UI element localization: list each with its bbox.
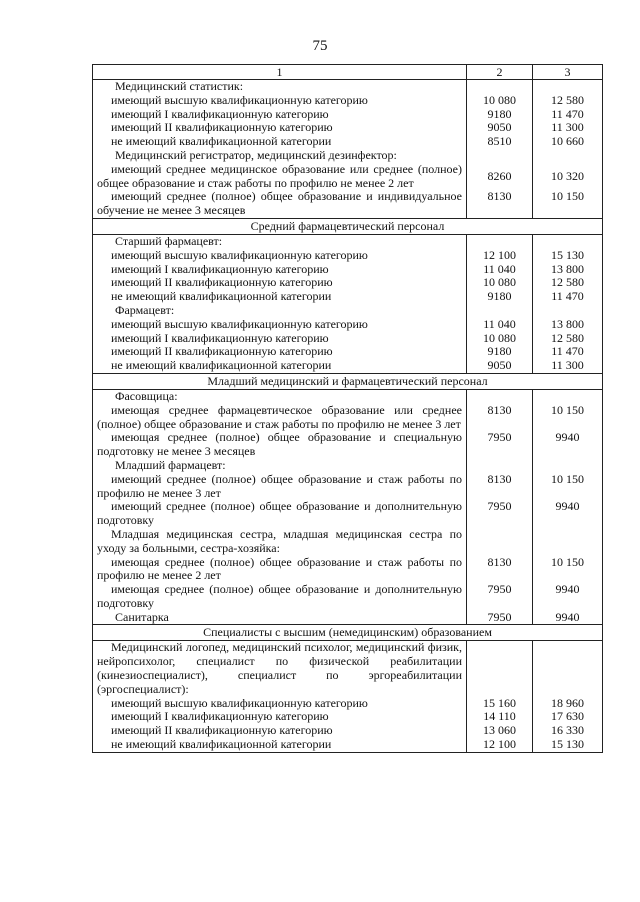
section-title: Средний фармацевтический персонал <box>93 218 603 234</box>
salary-value: 10 150 <box>533 190 603 218</box>
group-title: Медицинский регистратор, медицинский дезинфектор: <box>93 149 467 163</box>
group-title-row <box>93 234 603 248</box>
table-row <box>93 249 603 263</box>
salary-value: 18 960 <box>533 697 603 711</box>
row-label: имеющий I квалификационную категорию <box>93 108 467 122</box>
salary-value: 13 800 <box>533 263 603 277</box>
row-label: имеющий среднее медицинское образование или среднее (полное) общее образование и стаж работы по профилю не менее 2 лет <box>93 163 467 191</box>
salary-value: 13 800 <box>533 318 603 332</box>
table-row <box>93 121 603 135</box>
rate-value: 15 160 <box>467 697 533 711</box>
row-label: имеющая среднее фармацевтическое образование или среднее (полное) общее образование и стаж работы по профилю не менее 3 лет <box>93 404 467 432</box>
rate-value: 9050 <box>467 359 533 373</box>
rate-value: 7950 <box>467 431 533 459</box>
table-row <box>93 710 603 724</box>
salary-value: 10 660 <box>533 135 603 149</box>
group-title-row <box>93 80 603 94</box>
group-title: Медицинский статистик: <box>93 80 467 94</box>
table-row <box>93 190 603 218</box>
rate-value: 8130 <box>467 556 533 584</box>
row-label: имеющая среднее (полное) общее образование и стаж работы по профилю не менее 2 лет <box>93 556 467 584</box>
row-label: не имеющий квалификационной категории <box>93 135 467 149</box>
row-label: имеющий II квалификационную категорию <box>93 345 467 359</box>
table-row <box>93 108 603 122</box>
rate-value: 12 100 <box>467 249 533 263</box>
salary-value: 15 130 <box>533 738 603 752</box>
rate-value: 8130 <box>467 473 533 501</box>
rate-value: 9180 <box>467 290 533 304</box>
table-row <box>93 583 603 611</box>
group-title: Медицинский логопед, медицинский психолог, медицинский физик, нейропсихолог, специалист по физической реабилитации (кинезиоспециалист), специалист по эргореабилитации (эргоспециалист): <box>93 641 467 697</box>
salary-table <box>92 64 602 753</box>
group-title: Младшая медицинская сестра, младшая медицинская сестра по уходу за больными, сестра-хозяйка: <box>93 528 467 556</box>
row-label: не имеющий квалификационной категории <box>93 359 467 373</box>
row-label: имеющий среднее (полное) общее образование и дополнительную подготовку <box>93 500 467 528</box>
section-title: Специалисты с высшим (немедицинским) образованием <box>93 625 603 641</box>
section-title-row <box>93 373 603 389</box>
group-title: Младший фармацевт: <box>93 459 467 473</box>
table-row <box>93 135 603 149</box>
row-label: имеющий I квалификационную категорию <box>93 332 467 346</box>
table-row <box>93 404 603 432</box>
section-title-row <box>93 625 603 641</box>
salary-value: 10 150 <box>533 556 603 584</box>
row-label: имеющий I квалификационную категорию <box>93 263 467 277</box>
rate-value: 10 080 <box>467 332 533 346</box>
rate-value: 7950 <box>467 611 533 625</box>
row-label: имеющая среднее (полное) общее образование и дополнительную подготовку <box>93 583 467 611</box>
rate-value: 14 110 <box>467 710 533 724</box>
rate-value: 10 080 <box>467 94 533 108</box>
row-label: имеющий II квалификационную категорию <box>93 724 467 738</box>
salary-value: 11 470 <box>533 108 603 122</box>
salary-value: 12 580 <box>533 276 603 290</box>
salary-value: 10 150 <box>533 404 603 432</box>
row-label: имеющий среднее (полное) общее образование и индивидуальное обучение не менее 3 месяцев <box>93 190 467 218</box>
table-row <box>93 431 603 459</box>
group-title-row <box>93 304 603 318</box>
table-row <box>93 345 603 359</box>
rate-value: 12 100 <box>467 738 533 752</box>
rate-value: 10 080 <box>467 276 533 290</box>
rate-value: 7950 <box>467 583 533 611</box>
table-row <box>93 738 603 752</box>
table-row <box>93 359 603 373</box>
table-row <box>93 473 603 501</box>
row-label: имеющий I квалификационную категорию <box>93 710 467 724</box>
row-label: имеющий высшую квалификационную категорию <box>93 94 467 108</box>
salary-value: 11 470 <box>533 290 603 304</box>
group-title-row <box>93 389 603 403</box>
rate-value: 8130 <box>467 190 533 218</box>
page-number: 75 <box>312 38 328 54</box>
rate-value: 9180 <box>467 345 533 359</box>
table-row <box>93 332 603 346</box>
group-title: Фармацевт: <box>93 304 467 318</box>
table-row <box>93 318 603 332</box>
rate-value: 8130 <box>467 404 533 432</box>
group-title-row <box>93 528 603 556</box>
row-label: не имеющий квалификационной категории <box>93 290 467 304</box>
table-header-row <box>93 65 603 80</box>
group-title: Фасовщица: <box>93 389 467 403</box>
row-label: Санитарка <box>93 611 467 625</box>
rate-value: 13 060 <box>467 724 533 738</box>
group-title: Старший фармацевт: <box>93 234 467 248</box>
header-col-2: 2 <box>467 65 533 80</box>
row-label: имеющая среднее (полное) общее образование и специальную подготовку не менее 3 месяцев <box>93 431 467 459</box>
salary-value: 11 300 <box>533 121 603 135</box>
salary-value: 9940 <box>533 611 603 625</box>
rate-value: 8260 <box>467 163 533 191</box>
rate-value: 11 040 <box>467 263 533 277</box>
table-row <box>93 697 603 711</box>
salary-value: 9940 <box>533 583 603 611</box>
salary-value: 12 580 <box>533 332 603 346</box>
group-title-row <box>93 149 603 163</box>
table-row <box>93 611 603 625</box>
rate-value: 9050 <box>467 121 533 135</box>
row-label: имеющий II квалификационную категорию <box>93 121 467 135</box>
salary-value: 11 470 <box>533 345 603 359</box>
salary-value: 10 320 <box>533 163 603 191</box>
rate-value: 9180 <box>467 108 533 122</box>
table-row <box>93 500 603 528</box>
rate-value: 7950 <box>467 500 533 528</box>
section-title: Младший медицинский и фармацевтический персонал <box>93 373 603 389</box>
salary-value: 9940 <box>533 500 603 528</box>
salary-value: 11 300 <box>533 359 603 373</box>
table-row <box>93 724 603 738</box>
row-label: имеющий II квалификационную категорию <box>93 276 467 290</box>
row-label: имеющий высшую квалификационную категорию <box>93 318 467 332</box>
group-title-row <box>93 641 603 697</box>
salary-value: 9940 <box>533 431 603 459</box>
header-col-1: 1 <box>93 65 467 80</box>
row-label: имеющий высшую квалификационную категорию <box>93 697 467 711</box>
row-label: имеющий высшую квалификационную категорию <box>93 249 467 263</box>
row-label: не имеющий квалификационной категории <box>93 738 467 752</box>
section-title-row <box>93 218 603 234</box>
table-row <box>93 556 603 584</box>
row-label: имеющий среднее (полное) общее образование и стаж работы по профилю не менее 3 лет <box>93 473 467 501</box>
table-row <box>93 276 603 290</box>
table-row <box>93 263 603 277</box>
header-col-3: 3 <box>533 65 603 80</box>
salary-value: 17 630 <box>533 710 603 724</box>
table-row <box>93 163 603 191</box>
salary-value: 16 330 <box>533 724 603 738</box>
salary-value: 12 580 <box>533 94 603 108</box>
salary-value: 10 150 <box>533 473 603 501</box>
rate-value: 11 040 <box>467 318 533 332</box>
table-row <box>93 290 603 304</box>
table-row <box>93 94 603 108</box>
salary-value: 15 130 <box>533 249 603 263</box>
rate-value: 8510 <box>467 135 533 149</box>
group-title-row <box>93 459 603 473</box>
